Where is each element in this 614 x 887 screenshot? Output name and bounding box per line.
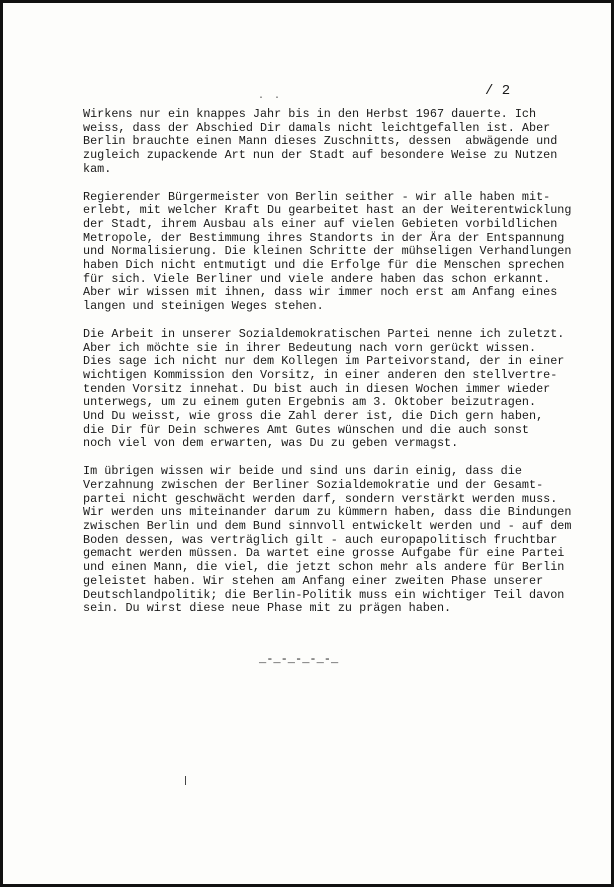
scan-artifact-mark (185, 776, 186, 785)
closing-separator: _-_-_-_-_-_ (259, 652, 339, 666)
paragraph-3: Die Arbeit in unserer Sozialdemokratischen Partei nenne ich zuletzt. Aber ich möchte sie in ihrer Bedeutung nach vorn gerückt wissen. Dies sage ich nicht nur dem Kollegen im Parteivorstand, der in einer wichtigen Kommission den Vorsitz, in einer anderen den stellvertre- tenden Vorsitz innehat. Du bist auch in diesen Wochen immer wieder unterwegs, um zu einem guten Ergebnis am 3. Oktober beizutragen. Und Du weisst, wie gross die Zahl derer ist, die Dich gern haben, die Dir für Dein schweres Amt Gutes wünschen und die auch sonst noch viel von dem erwarten, was Du zu geben vermagst. (83, 326, 565, 451)
page-number: / 2 (485, 83, 511, 99)
paragraph-4: Im übrigen wissen wir beide und sind uns darin einig, dass die Verzahnung zwischen der Berliner Sozialdemokratie und der Gesamt- partei nicht geschwächt werden darf, sondern verstärkt werden muss. Wir werden uns miteinander darum zu kümmern haben, dass die Bindungen zwischen Berlin und dem Bund sinnvoll entwickelt werden und - auf dem Boden dessen, was verträglich gilt - auch europapolitisch fruchtbar gemacht werden müssen. Da wartet eine grosse Aufgabe für eine Partei und einen Mann, die viel, die jetzt schon mehr als andere für Berlin geleistet haben. Wir stehen am Anfang einer zweiten Phase unserer Deutschlandpolitik; die Berlin-Politik muss ein wichtiger Teil davon sein. Du wirst diese neue Phase mit zu prägen haben. (83, 464, 572, 616)
paragraph-1: Wirkens nur ein knappes Jahr bis in den Herbst 1967 dauerte. Ich weiss, dass der Abschied Dir damals nicht leichtgefallen ist. Aber Berlin brauchte einen Mann dieses Zuschnitts, dessen abwägende und zugleich zupackende Art nun der Stadt auf besondere Weise zu Nutzen kam. (83, 107, 558, 176)
letter-body (83, 108, 583, 630)
paragraph-2: Regierender Bürgermeister von Berlin seither - wir alle haben mit- erlebt, mit welcher Kraft Du gearbeitet hast an der Weiterentwicklung der Stadt, ihrem Ausbau als einer auf vielen Gebieten vorbildlichen Metropole, der Bestimmung ihres Standorts in der Ära der Entspannung und Normalisierung. Die kleinen Schritte der mühseligen Verhandlungen haben Dich nicht entmutigt und die Erfolge für die Menschen sprechen für sich. Viele Berliner und viele andere haben das schon erkannt. Aber wir wissen mit ihnen, dass wir immer noch erst am Anfang eines langen und steinigen Weges stehen. (83, 189, 572, 314)
top-dots: . . (258, 91, 283, 102)
